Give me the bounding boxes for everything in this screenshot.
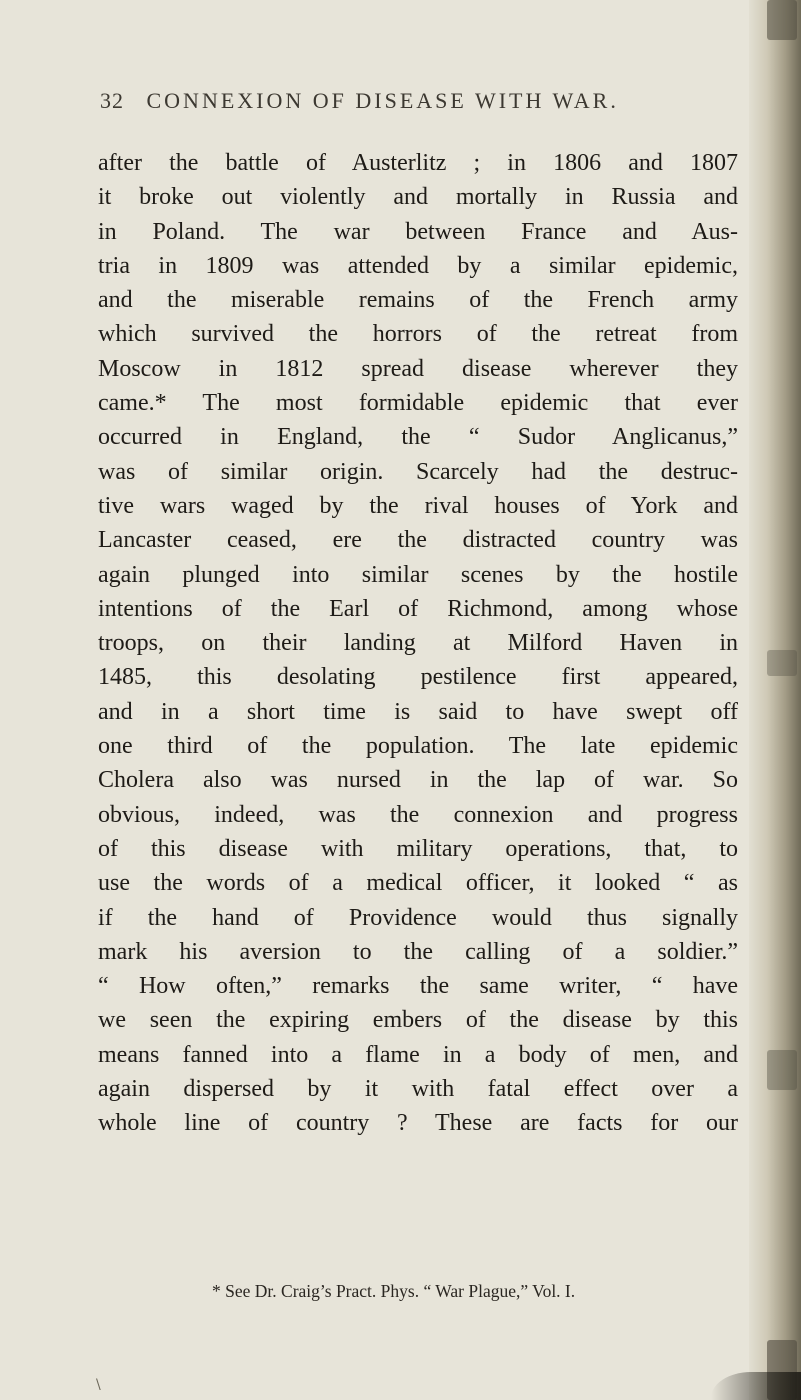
text-line: came.* The most formidable epidemic that ever [98, 390, 738, 417]
text-line: after the battle of Austerlitz ; in 1806 and 1807 [98, 150, 738, 176]
text-line: troops, on their landing at Milford Haven in [98, 630, 738, 657]
text-line: in Poland. The war between France and Aus- [98, 218, 738, 245]
edge-band [767, 650, 797, 676]
text-line: “ How often,” remarks the same writer, “ have [98, 973, 738, 1000]
corner-shadow [711, 1372, 801, 1400]
text-line: tive wars waged by the rival houses of York and [98, 492, 738, 519]
text-line: Moscow in 1812 spread disease wherever they [98, 355, 738, 382]
text-line: was of similar origin. Scarcely had the destruc- [98, 458, 738, 485]
text-line: of this disease with military operations, that, to [98, 835, 738, 862]
text-line: occurred in England, the “ Sudor Anglicanus,” [98, 424, 738, 451]
stray-mark: \ [96, 1377, 101, 1393]
text-line: 1485, this desolating pestilence first appeared, [98, 664, 738, 691]
text-line: tria in 1809 was attended by a similar epidemic, [98, 252, 738, 279]
text-line: whole line of country ? These are facts for our [98, 1110, 738, 1137]
running-head-title: CONNEXION OF DISEASE WITH WAR. [146, 88, 619, 113]
text-line: one third of the population. The late epidemic [98, 733, 738, 760]
edge-band [767, 0, 797, 40]
text-line: again plunged into similar scenes by the hostile [98, 561, 738, 588]
text-line: and in a short time is said to have swept off [98, 698, 738, 725]
text-line: Lancaster ceased, ere the distracted country was [98, 527, 738, 554]
text-line: obvious, indeed, was the connexion and progress [98, 801, 738, 828]
edge-band [767, 1050, 797, 1090]
page-edge-shadow [749, 0, 801, 1400]
footnote: * See Dr. Craig’s Pract. Phys. “ War Plague,” Vol. I. [212, 1281, 576, 1301]
text-line: means fanned into a flame in a body of men, and [98, 1041, 738, 1068]
text-line: use the words of a medical officer, it looked “ as [98, 870, 738, 897]
text-line: which survived the horrors of the retreat from [98, 321, 738, 348]
text-line: intentions of the Earl of Richmond, among whose [98, 595, 738, 622]
text-line: if the hand of Providence would thus signally [98, 904, 738, 931]
text-line: Cholera also was nursed in the lap of war. So [98, 767, 738, 794]
text-line: again dispersed by it with fatal effect over a [98, 1076, 738, 1103]
page-number: 32 [100, 88, 124, 113]
text-line: we seen the expiring embers of the disease by this [98, 1007, 738, 1034]
running-header [100, 88, 760, 114]
text-line: and the miserable remains of the French army [98, 287, 738, 314]
body-text [98, 146, 738, 1141]
text-line: mark his aversion to the calling of a soldier.” [98, 938, 738, 965]
text-line: it broke out violently and mortally in Russia and [98, 184, 738, 211]
